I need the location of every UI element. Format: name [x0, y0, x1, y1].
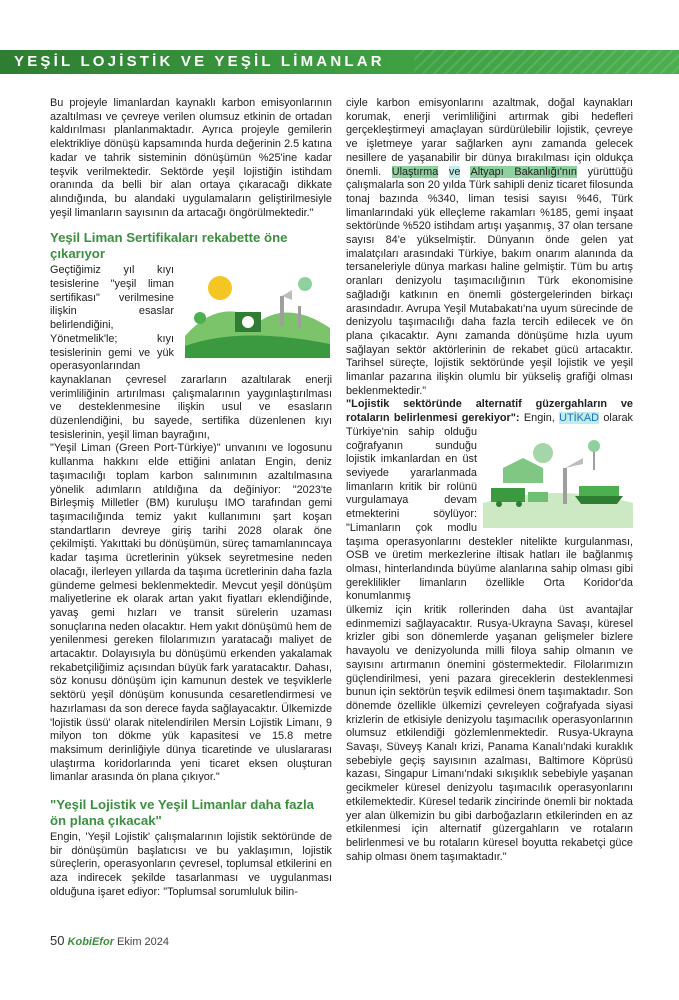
paragraph: [346, 97, 633, 398]
text-run: ve: [448, 165, 461, 178]
lead-quote: "Lojistik sektöründe alternatif güzergahların ve rotaların belirlenmesi gerekiyor":: [346, 398, 633, 425]
left-column: [50, 97, 332, 900]
subheading-green-port: Yeşil Liman Sertifikaları rekabette öne çıkarıyor: [50, 230, 288, 261]
text-run: Engin,: [523, 412, 555, 425]
section-title: YEŞİL LOJİSTİK VE YEŞİL LİMANLAR: [14, 53, 385, 70]
page-footer: [50, 933, 169, 948]
section-banner: [0, 50, 679, 74]
banner-pattern: [414, 50, 679, 74]
highlight-ministry-2: Altyapı Bakanlığı'nın: [470, 165, 577, 178]
page-number: 50: [50, 933, 65, 948]
text-run: ciyle karbon emisyonlarını azaltmak, doğal kaynakları korumak, enerji verimliliğini artırmak gibi hedefleri gerçekleştirmeyi amaçlayan sürdürülebilir lojistik, çevreye ve işletmeye yarar sağlarken aynı zamanda gelecek nesillere de yaşanabilir bir dünya bırakılması için oldukça önemli.: [346, 97, 633, 178]
paragraph: "Yeşil Liman (Green Port-Türkiye)" unvanını ve logosunu kullanma hakkını elde ettiğini anlatan Engin, deniz taşımacılığı toplam karbon salınımının azaltılmasına yönelik adımların atıldığına da değiniyor: "2023'te Birleşmiş Milletler (BM) kuruluşu IMO tarafından gemi taşımacılığında temiz yakıt kullanımını şart koşan standartların devreye giriş tarihi 2028 olarak öne çekilmişti. Yakıttaki bu dönüşümün, süreç tamamlanıncaya kadar taşıma ücretlerinin yüksek seyretmesine neden olacağı, ilerleyen yıllarda da taşıma ücretlerinin daha fazla gündeme gelmesi beklenmektedir. Mevcut yeşil dönüşüm maliyetlerine ek olarak artan yakıt fiyatları eklendiğinde, yavaş gemi hızları ve transit sürelerin uzaması sonuçlarına neden olacaktır. Hem yakıt dönüşümü hem de yenilenmesi gereken filolarımızın yaratacağı maliyet de artacaktır. Dolayısıyla bu dönüşümü erkenden yakalamak rekabetçiliğimiz açısından büyük fark yaratacaktır. Dahası, söz konusu dönüşüm için kamunun destek ve teşviklerle sektörü yeşil dönüşüm konusunda cesaretlendirmesi ve hazırlaması da son derece fayda sağlayacaktır. Ülkemizde 'lojistik üssü' olarak nitelendirilen Mersin Lojistik Limanı, 9 milyon ton dökme yük kapasitesi ve 15.8 metre maksimum derinliğiyle dünya ticaretinde ve uluslararası ulaştırma koridorlarında yeni ticaret eksen oluşturan limanlar arasında ön plana çıkıyor.": [50, 442, 332, 784]
text-run: olarak Türkiye'nin sahip olduğu coğrafyanın sunduğu lojistik imkanlardan en üst seviyede yararlanmada limanların kritik bir rolünü vurgulamaya devam etmekterini söylüyor: "Limanların çok modlu taşıma operasyonlarını destekler nitelikte kurgulanması, OSB ve üretim merkezlerine iltisak hatları ile bağlanmış olması, hinterlandında büyüme alanlarına sahip olması gibi gereklilikler limanların özellikle Orta Koridor'da konumlanmış: [346, 412, 634, 603]
issue-date: Ekim 2024: [117, 936, 170, 948]
paragraph: ülkemiz için kritik rollerinden daha üst avantajlar edinmemizi sağlayacaktır. Rusya-Ukrayna Savaşı, küresel krizler gibi son dönemlerde yaşanan gelişmeler bizlere havayolu ve denizyolunda milli filoya sahip olmanın ve sayısını artırmanın önemini göstermektedir. Filolarımızın güçlendirilmesi, yeni pazara gireceklerin desteklenmesi bunun için sektörün teşvik edilmesi önem taşımaktadır. Son dönemde özellikle ülkemizi çevreleyen coğrafyada siyasi krizlerin de etkisiyle denizyolu taşımacılık operasyonlarının olumsuz etkilendiği gözlemlenmektedir. Rusya-Ukrayna Savaşı, Süveyş Kanalı krizi, Panama Kanalı'ndaki kuraklık sebebiyle geçiş sayısının azalması, Baltimore Köprüsü kazası, Singapur Limanı'ndaki sıkışıklık sebebiyle yaşanan gecikmeler küresel denizyolu taşımacılık operasyonlarını etkilemektedir. Küresel tedarik zincirinde önemli bir noktada yer alan ülkemizin bu gibi darboğazların etkilerinden en az etkilenmesi için alternatif güzergahların ve rotaların belirlenmesi ve bu rotaların küresel boyutta rekabetçi güce sahip olması önem taşımaktadır.": [346, 604, 633, 863]
magazine-brand: KobiEfor: [67, 936, 114, 948]
paragraph: Geçtiğimiz yıl kıyı tesislerine "yeşil liman sertifikası" verilmesine ilişkin esaslar belirlendiğini, Yönetmelik'le; kıyı tesislerinin gemi ve yük operasyonlarından kaynaklanan çevresel zararların azaltılarak enerji verimliliğinin artırılması çalışmalarının yaygınlaştırılması ve desteklenmesine ilişkin usul ve esasların düzenlendiğini, bu sayede, sertifika düzenlenen kıyı tesislerinin, yeşil liman bayrağını,: [50, 264, 332, 441]
paragraph: [346, 398, 633, 604]
text-run: yürüttüğü çalışmalarla son 20 yılda Türk sahipli deniz ticaret filosunda tonaj bazında %340, liman tesisi sayısı %46, Türk limanlarındaki yük elleçleme rakamları %185, gemi inşaat sektöründe %520 istihdam artışı yaşanmış, 37 olan tersane sayısı 84'e yükselmiştir. Dünyanın önde gelen yat imalatçıları arasındaki Türkiye, bakım onarım alanında da tersaneleriyle dünya markası haline gelmiştir. Tüm bu artış oranları denizyolu taşımacılığının Türk ekonomisine sağladığı katkının en önemli göstergelerinden birkaçı arasındadır. Avrupa Yeşil Mutabakatı'na uyum sürecinde de denizyolu taşımacılığı daha fazla tercih edilecek ve ön plana çıkacaktır. Aynı zamanda dönüşüme hızla uyum sağlayan sektör aktörlerinin de rekabet gücü artacaktır. Tarihsel süreçte, lojistik sektöründe yeşil lojistik ve yeşil limanlar pazarına ilişkin olumlu bir yükseliş grafiği olması beklenmektedir.": [346, 165, 633, 397]
paragraph: Engin, 'Yeşil Lojistik' çalışmalarının lojistik sektöründe de bir dönüşümün başlatıcısı ve bu yaklaşımın, lojistik süreçlerin, operasyonların çevresel, toplumsal etkilerini en aza indirecek şekilde tasarlanması ve uygulanması olduğuna işaret ediyor: "Toplumsal sorumluluk bilin-: [50, 831, 332, 898]
logistics-illustration: [483, 428, 633, 528]
green-port-illustration: [180, 266, 332, 358]
paragraph: Bu projeyle limanlardan kaynaklı karbon emisyonlarının azaltılması ve çevreye verilen olumsuz etkinin de ortadan kaldırılması planlanmaktadır. Ayrıca projeyle gemilerin elektrikliye dönüşü kapsamında hurda değerinin 2.5 katına kadar ve tahrik sisteminin dönüşümün %25'ine kadar teşvik verilmektedir. Sektörde yeşil lojistiğin istihdam oranında da belli bir alan ortaya çıkaracağı dikkate alındığında, bu alandaki uygulamaların geliştirilmesiyle yeşil limanların sayısının da artacağı öngörülmektedir.": [50, 97, 332, 219]
org-highlight: UTİKAD: [559, 412, 600, 425]
subheading-green-logistics: "Yeşil Lojistik ve Yeşil Limanlar daha fazla ön plana çıkacak": [50, 797, 315, 828]
right-column: [346, 97, 633, 864]
highlight-ministry-1: Ulaştırma: [391, 165, 439, 178]
